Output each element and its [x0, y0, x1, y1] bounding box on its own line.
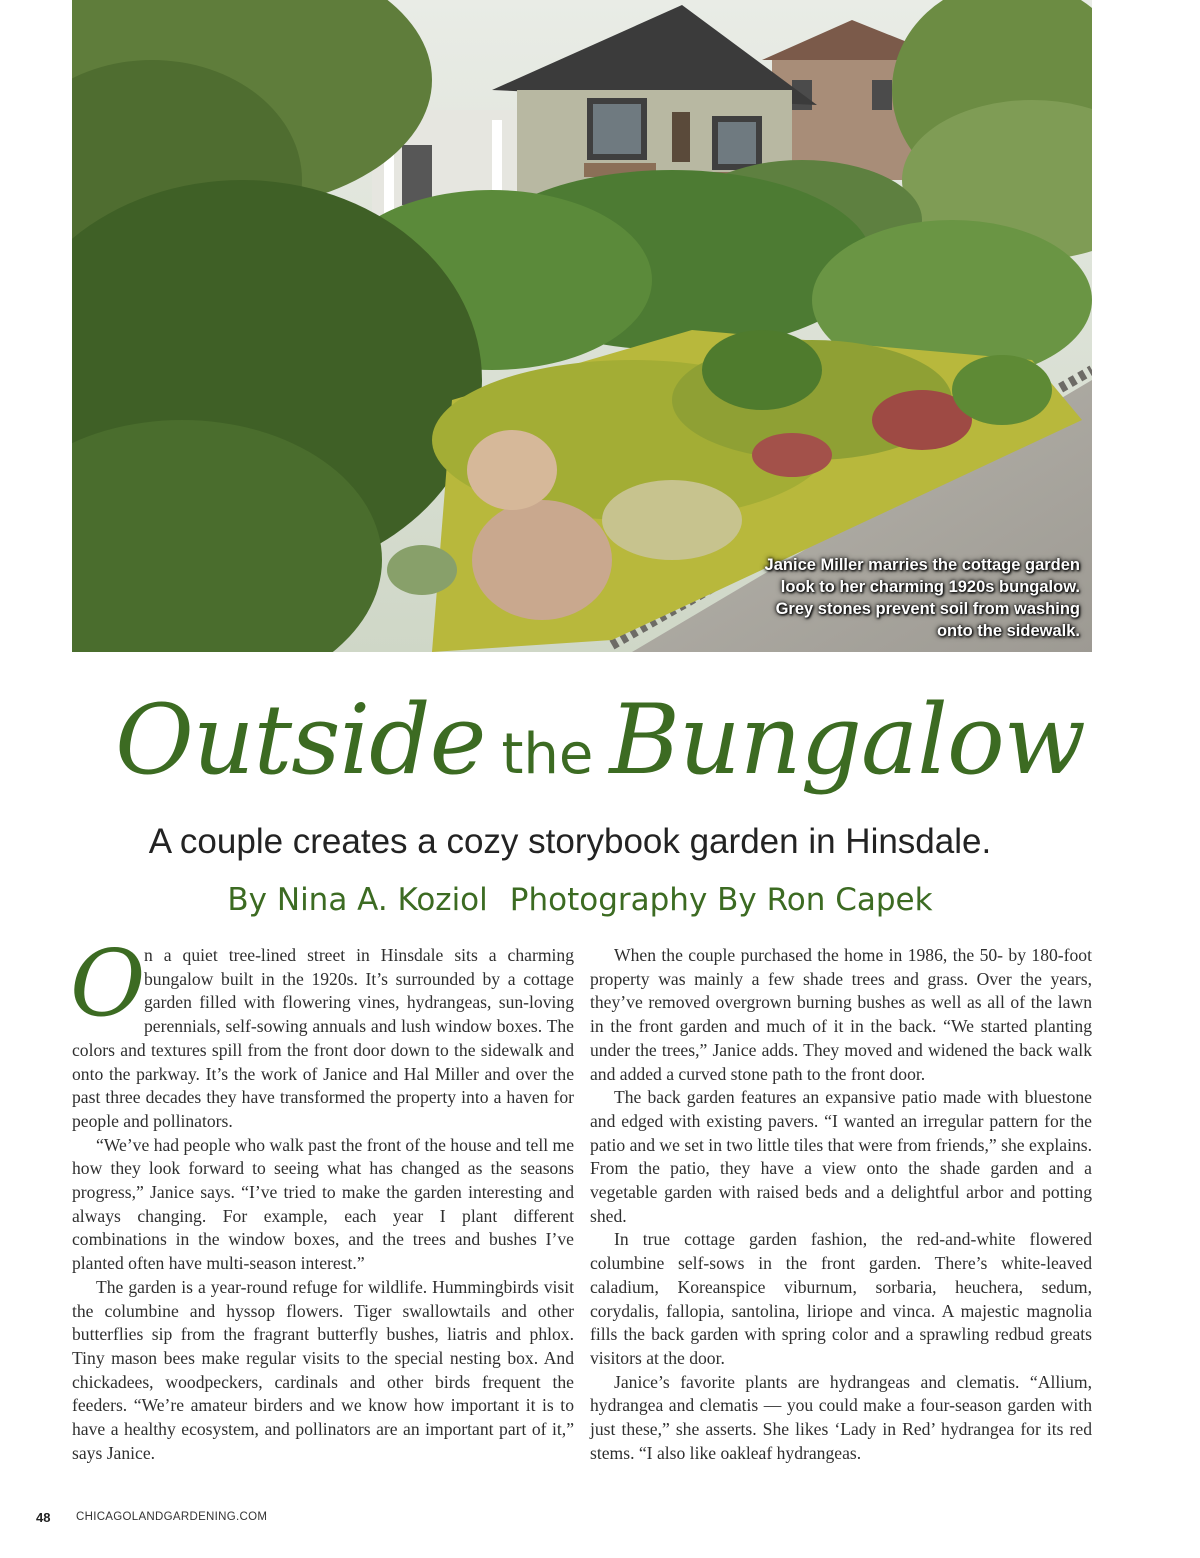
drop-cap: O [70, 930, 146, 1037]
title-word-the: the [501, 722, 594, 787]
paragraph: When the couple purchased the home in 1986, the 50- by 180-foot property was mainly a few shade trees and grass. Over the years, they’ve removed overgrown burning bushes as well as all of the lawn in the front garden and much of it in the back. “We started planting under the trees,” Janice adds. They moved and widened the back walk and added a curved stone path to the front door. [590, 945, 1092, 1084]
hero-photo [72, 0, 1092, 652]
byline [0, 882, 1160, 918]
article-title [0, 665, 1200, 815]
paragraph-text: n a quiet tree-lined street in Hinsdale sits a charming bungalow built in the 1920s. It’s surrounded by a cottage garden filled with flowering vines, hydrangeas, sun-loving perennials, self-sowing annuals and lush window boxes. The colors and textures spill from the front door down to the sidewalk and onto the parkway. It’s the work of Janice and Hal Miller and over the past three decades they have transformed the property into a haven for people and pollinators. [72, 945, 574, 1131]
title-word-bungalow: Bungalow [609, 684, 1085, 796]
paragraph [70, 930, 574, 1134]
paragraph: Janice’s favorite plants are hydrangeas and clematis. “Allium, hydrangea and clematis — you could make a four-season garden with just these,” she asserts. She likes ‘Lady in Red’ hydrangea for its red stems. “I also like oakleaf hydrangeas. [590, 1371, 1092, 1463]
body-column-right [590, 944, 1092, 1465]
paragraph: The garden is a year-round refuge for wildlife. Hummingbirds visit the columbine and hyssop flowers. Tiger swallowtails and other butterflies sip from the fragrant butterfly bushes, liatris and phlox. Tiny mason bees make regular visits to the special nesting box. And chickadees, woodpeckers, cardinals and other birds frequent the feeders. “We’re amateur birders and we know how important it is to have a healthy ecosystem, and pollinators are an important part of it,” says Janice. [72, 1276, 574, 1463]
photographer-credit: Photography By Ron Capek [509, 882, 933, 918]
article-subtitle: A couple creates a cozy storybook garden in Hinsdale. [148, 822, 992, 861]
page-number: 48 [36, 1510, 51, 1525]
paragraph: In true cottage garden fashion, the red-and-white flowered columbine self-sows in the front garden. There’s white-leaved caladium, Koreanspice viburnum, sorbaria, heuchera, sedum, corydalis, fallopia, santolina, liriope and vinca. A majestic magnolia fills the back garden with spring color and a sprawling redbud greats visitors at the door. [590, 1229, 1092, 1368]
paragraph: “We’ve had people who walk past the front of the house and tell me how they look forward to seeing what has changed as the seasons progress,” Janice says. “I’ve tried to make the garden interesting and always changing. For example, each year I plant different combinations in the window boxes, and the trees and bushes I’ve planted often have multi-season interest.” [72, 1134, 574, 1274]
title-word-outside: Outside [115, 684, 486, 796]
author-credit: By Nina A. Koziol [227, 882, 488, 918]
website-url: CHICAGOLANDGARDENING.COM [76, 1511, 268, 1523]
paragraph: The back garden features an expansive patio made with bluestone and edged with existing pavers. “I wanted an irregular pattern for the patio and we set in two little tiles that were from friends,” she explains. From the patio, they have a view onto the shade garden and a vegetable garden with raised beds and a delightful arbor and potting shed. [590, 1087, 1092, 1226]
photo-caption: Janice Miller marries the cottage garden look to her charming 1920s bungalow. Grey stones prevent soil from washing onto the sidewalk. [764, 556, 1080, 640]
body-column-left [70, 930, 574, 1465]
